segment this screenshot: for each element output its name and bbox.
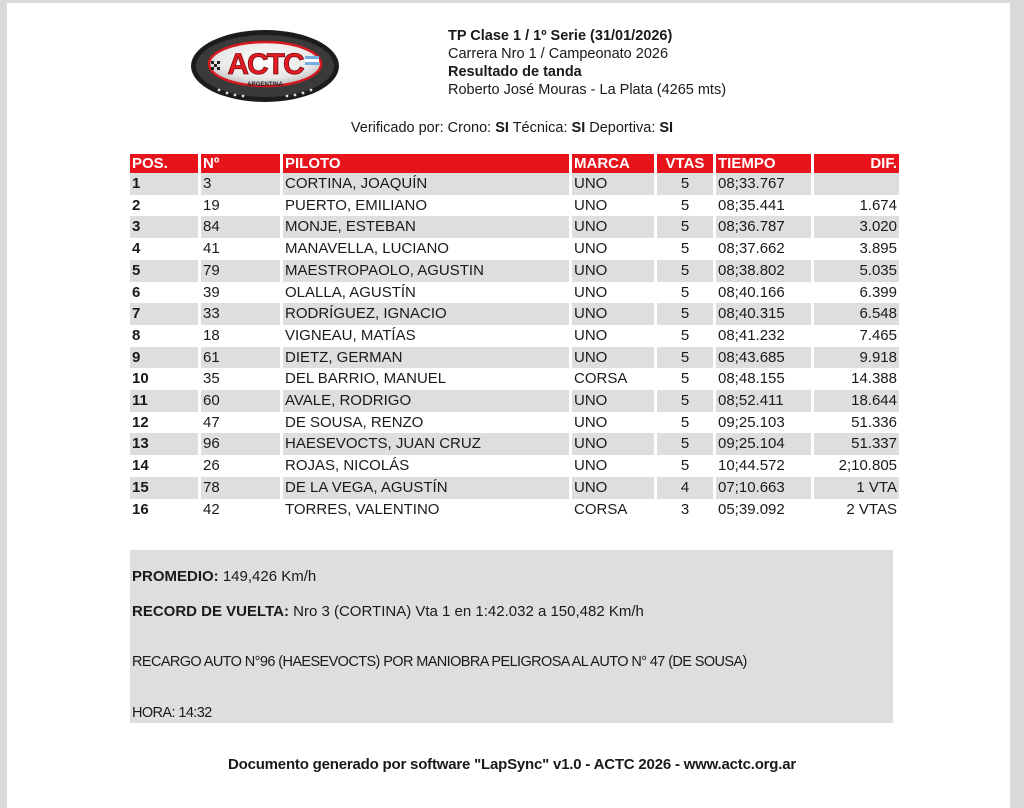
cell-marca: UNO <box>574 326 608 344</box>
table-row <box>130 347 899 369</box>
verification-prefix: Verificado por: <box>350 120 444 136</box>
cell-pos: 5 <box>130 260 198 282</box>
promedio-line <box>132 568 316 585</box>
cell-tiempo: 08;33.767 <box>716 173 811 195</box>
cell-marca: UNO <box>572 433 654 455</box>
results-header-row <box>130 154 899 173</box>
cell-dif: 5.035 <box>814 260 899 282</box>
verification-tecnica-value: SI <box>571 120 586 136</box>
report-doc-type: Resultado de tanda <box>448 64 582 80</box>
cell-piloto: MONJE, ESTEBAN <box>283 216 569 238</box>
cell-tiempo: 08;43.685 <box>716 347 811 369</box>
cell-tiempo: 08;48.155 <box>718 370 785 388</box>
cell-dif: 51.336 <box>851 413 897 431</box>
cell-vtas: 5 <box>657 216 713 238</box>
cell-pos: 12 <box>132 413 149 431</box>
cell-pos: 8 <box>132 326 141 344</box>
table-row <box>130 195 899 217</box>
promedio-label: PROMEDIO: <box>132 568 219 585</box>
cell-marca: UNO <box>572 216 654 238</box>
report-subtitle: Carrera Nro 1 / Campeonato 2026 <box>448 46 669 62</box>
promedio-value: 149,426 Km/h <box>222 568 317 585</box>
cell-number: 39 <box>203 283 220 301</box>
cell-vtas: 5 <box>657 390 713 412</box>
cell-pos: 10 <box>132 370 149 388</box>
cell-piloto: DIETZ, GERMAN <box>283 347 569 369</box>
table-row <box>130 260 899 282</box>
table-row <box>130 216 899 238</box>
table-row <box>130 325 899 347</box>
cell-vtas: 5 <box>657 303 713 325</box>
table-row <box>130 477 899 499</box>
cell-tiempo: 08;40.315 <box>716 303 811 325</box>
cell-vtas: 5 <box>657 347 713 369</box>
cell-piloto: DEL BARRIO, MANUEL <box>285 370 447 388</box>
verification-crono-value: SI <box>495 120 509 136</box>
cell-marca: UNO <box>574 457 608 475</box>
cell-pos: 4 <box>132 240 141 258</box>
col-header-marca: MARCA <box>572 154 654 173</box>
verification-deportiva-value: SI <box>659 120 674 136</box>
table-row <box>130 303 899 325</box>
cell-marca: UNO <box>574 240 608 258</box>
cell-dif: 1.674 <box>859 196 897 214</box>
results-body <box>130 173 899 520</box>
cell-piloto: HAESEVOCTS, JUAN CRUZ <box>283 433 569 455</box>
cell-marca: UNO <box>572 173 654 195</box>
cell-pos: 3 <box>130 216 198 238</box>
penalty-note: RECARGO AUTO N°96 (HAESEVOCTS) POR MANIOBRA PELIGROSA AL AUTO N° 47 (DE SOUSA) <box>132 654 747 670</box>
cell-tiempo: 08;36.787 <box>716 216 811 238</box>
cell-piloto: DE SOUSA, RENZO <box>285 413 424 431</box>
cell-marca: UNO <box>574 196 608 214</box>
cell-vtas: 5 <box>680 457 690 475</box>
hora-line: HORA: 14:32 <box>132 705 212 721</box>
cell-tiempo: 08;38.802 <box>716 260 811 282</box>
col-header-number: Nº <box>201 154 280 173</box>
cell-marca: UNO <box>574 413 608 431</box>
cell-number: 41 <box>203 240 220 258</box>
cell-number: 33 <box>201 303 280 325</box>
cell-piloto: RODRÍGUEZ, IGNACIO <box>283 303 569 325</box>
cell-tiempo: 08;35.441 <box>718 196 785 214</box>
cell-number: 26 <box>203 457 220 475</box>
cell-pos: 6 <box>132 283 141 301</box>
col-header-piloto: PILOTO <box>283 154 569 173</box>
cell-marca: CORSA <box>574 500 628 518</box>
cell-marca: UNO <box>572 477 654 499</box>
cell-piloto: ROJAS, NICOLÁS <box>285 457 410 475</box>
cell-tiempo: 08;41.232 <box>718 326 785 344</box>
cell-marca: UNO <box>572 390 654 412</box>
cell-piloto: DE LA VEGA, AGUSTÍN <box>283 477 569 499</box>
table-row <box>130 433 899 455</box>
verification-line <box>0 120 1024 136</box>
cell-pos: 11 <box>130 390 198 412</box>
record-value: Nro 3 (CORTINA) Vta 1 en 1:42.032 a 150,482 Km/h <box>293 603 644 620</box>
cell-dif: 18.644 <box>814 390 899 412</box>
cell-tiempo: 07;10.663 <box>716 477 811 499</box>
table-row <box>130 282 899 304</box>
cell-piloto: TORRES, VALENTINO <box>285 500 440 518</box>
cell-piloto: AVALE, RODRIGO <box>283 390 569 412</box>
cell-pos: 1 <box>130 173 198 195</box>
logo-country: ARGENTINA <box>247 82 283 88</box>
cell-pos: 9 <box>130 347 198 369</box>
report-circuit: Roberto José Mouras - La Plata (4265 mts) <box>448 82 727 98</box>
cell-number: 60 <box>201 390 280 412</box>
table-row <box>130 412 899 434</box>
report-title: TP Clase 1 / 1º Serie (31/01/2026) <box>448 28 673 44</box>
cell-vtas: 5 <box>680 196 690 214</box>
cell-dif: 1 VTA <box>814 477 899 499</box>
cell-number: 19 <box>203 196 220 214</box>
cell-number: 96 <box>201 433 280 455</box>
cell-pos: 2 <box>132 196 141 214</box>
cell-vtas: 5 <box>680 370 690 388</box>
col-header-vtas: VTAS <box>657 154 713 173</box>
record-line <box>132 603 644 620</box>
cell-vtas: 5 <box>657 173 713 195</box>
cell-number: 42 <box>203 500 220 518</box>
table-row <box>130 455 899 477</box>
cell-number: 35 <box>203 370 220 388</box>
cell-tiempo: 08;37.662 <box>718 240 785 258</box>
cell-dif: 3.895 <box>859 240 897 258</box>
cell-dif: 2 VTAS <box>846 500 897 518</box>
cell-vtas: 5 <box>657 433 713 455</box>
cell-number: 84 <box>201 216 280 238</box>
cell-dif: 2;10.805 <box>838 457 897 475</box>
cell-dif: 14.388 <box>851 370 897 388</box>
cell-piloto: VIGNEAU, MATÍAS <box>285 326 416 344</box>
cell-vtas: 3 <box>680 500 690 518</box>
actc-logo <box>189 28 341 104</box>
table-row <box>130 368 899 390</box>
cell-dif: 6.548 <box>814 303 899 325</box>
cell-pos: 15 <box>130 477 198 499</box>
cell-number: 61 <box>201 347 280 369</box>
cell-dif: 51.337 <box>814 433 899 455</box>
cell-marca: CORSA <box>574 370 628 388</box>
cell-vtas: 5 <box>657 260 713 282</box>
cell-tiempo: 09;25.104 <box>716 433 811 455</box>
cell-dif: 7.465 <box>859 326 897 344</box>
cell-piloto: CORTINA, JOAQUÍN <box>283 173 569 195</box>
cell-number: 47 <box>203 413 220 431</box>
cell-tiempo: 09;25.103 <box>718 413 785 431</box>
cell-vtas: 4 <box>657 477 713 499</box>
cell-tiempo: 08;40.166 <box>718 283 785 301</box>
col-header-tiempo: TIEMPO <box>716 154 811 173</box>
cell-number: 18 <box>203 326 220 344</box>
cell-marca: UNO <box>572 303 654 325</box>
document-footer: Documento generado por software "LapSync" v1.0 - ACTC 2026 - www.actc.org.ar <box>227 756 797 773</box>
race-summary <box>130 550 893 723</box>
cell-pos: 13 <box>130 433 198 455</box>
cell-dif: 6.399 <box>859 283 897 301</box>
cell-dif: 9.918 <box>814 347 899 369</box>
cell-dif <box>814 173 899 195</box>
logo-text: ACTC <box>227 48 303 81</box>
table-row <box>130 238 899 260</box>
table-row <box>130 499 899 521</box>
cell-vtas: 5 <box>680 240 690 258</box>
actc-logo-icon <box>189 28 341 104</box>
cell-pos: 7 <box>130 303 198 325</box>
cell-number: 3 <box>201 173 280 195</box>
cell-piloto: MANAVELLA, LUCIANO <box>285 240 449 258</box>
cell-tiempo: 08;52.411 <box>716 390 811 412</box>
verification-deportiva-label: Deportiva: <box>589 120 656 136</box>
col-header-pos: POS. <box>130 154 198 173</box>
cell-piloto: OLALLA, AGUSTÍN <box>285 283 416 301</box>
cell-pos: 16 <box>132 500 149 518</box>
cell-number: 78 <box>201 477 280 499</box>
table-row <box>130 390 899 412</box>
cell-marca: UNO <box>572 347 654 369</box>
cell-vtas: 5 <box>680 413 690 431</box>
cell-tiempo: 05;39.092 <box>718 500 785 518</box>
cell-piloto: MAESTROPAOLO, AGUSTIN <box>283 260 569 282</box>
cell-dif: 3.020 <box>814 216 899 238</box>
col-header-dif: DIF. <box>814 154 899 173</box>
cell-number: 79 <box>201 260 280 282</box>
cell-marca: UNO <box>574 283 608 301</box>
record-label: RECORD DE VUELTA: <box>132 603 289 620</box>
results-table <box>127 154 902 520</box>
report-header <box>448 27 726 99</box>
cell-vtas: 5 <box>680 326 690 344</box>
cell-tiempo: 10;44.572 <box>718 457 785 475</box>
cell-marca: UNO <box>572 260 654 282</box>
table-row <box>130 173 899 195</box>
cell-pos: 14 <box>132 457 149 475</box>
verification-tecnica-label: Técnica: <box>512 120 568 136</box>
verification-crono-label: Crono: <box>447 120 492 136</box>
cell-piloto: PUERTO, EMILIANO <box>285 196 427 214</box>
cell-vtas: 5 <box>680 283 690 301</box>
